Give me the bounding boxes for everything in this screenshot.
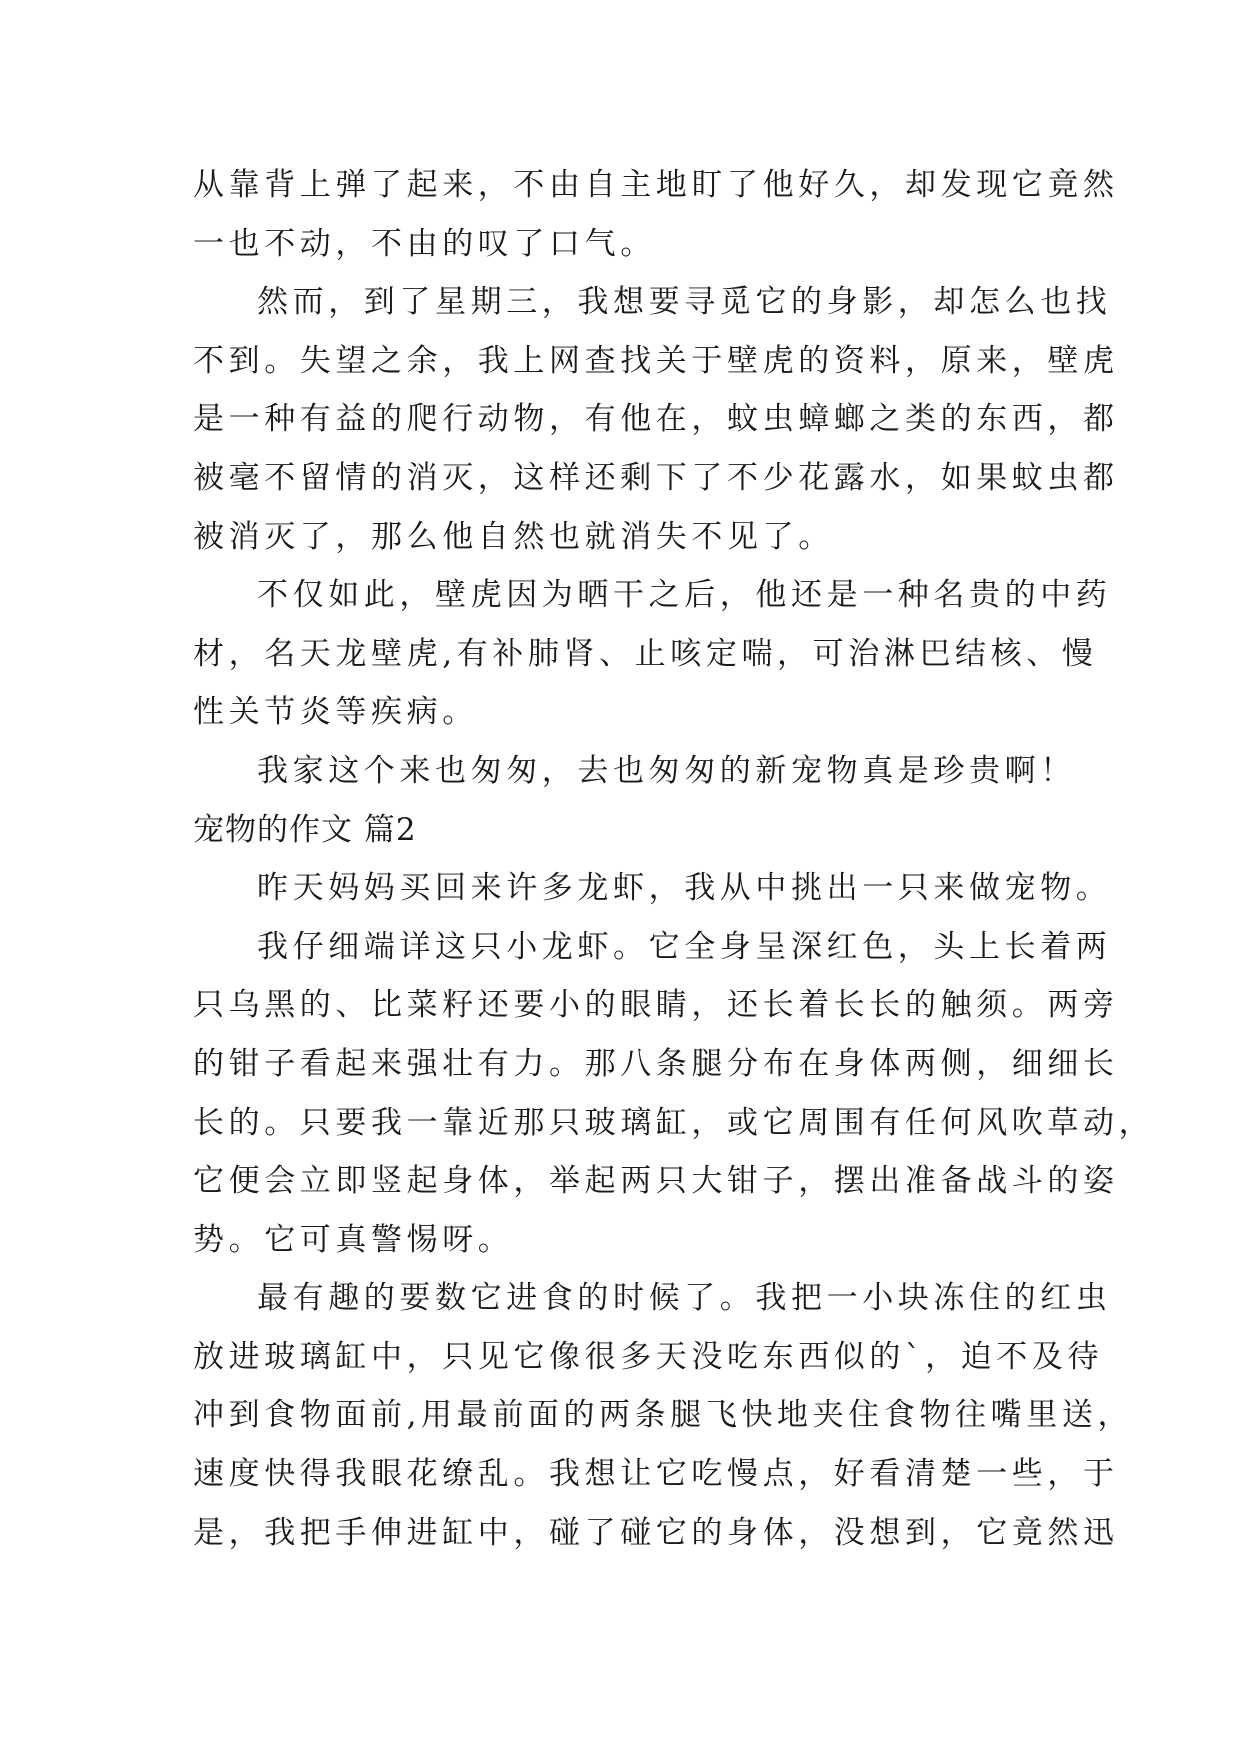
text-line: 的钳子看起来强壮有力。那八条腿分布在身体两侧，细细长 xyxy=(193,1045,1119,1082)
paragraph-start-line: 我仔细端详这只小龙虾。它全身呈深红色，头上长着两 xyxy=(257,928,1112,965)
text-line: 不到。失望之余，我上网查找关于壁虎的资料，原来，壁虎 xyxy=(193,342,1119,379)
paragraph-start-line: 昨天妈妈买回来许多龙虾，我从中挑出一只来做宠物。 xyxy=(257,870,1112,907)
essay-body xyxy=(193,156,1155,1562)
text-line: 性关节炎等疾病。 xyxy=(193,694,478,731)
text-line: 速度快得我眼花缭乱。我想让它吃慢点，好看清楚一些，于 xyxy=(193,1456,1119,1493)
text-line: 是一种有益的爬行动物，有他在，蚊虫蟑螂之类的东西，都 xyxy=(193,401,1119,438)
paragraph-start-line: 不仅如此，壁虎因为晒干之后，他还是一种名贵的中药 xyxy=(257,577,1112,614)
paragraph-start-line: 然而，到了星期三，我想要寻觅它的身影，却怎么也找 xyxy=(257,284,1112,321)
text-line: 从靠背上弹了起来，不由自主地盯了他好久，却发现它竟然 xyxy=(193,167,1119,203)
text-line: 它便会立即竖起身体，举起两只大钳子，摆出准备战斗的姿 xyxy=(193,1163,1119,1200)
text-line: 只乌黑的、比菜籽还要小的眼睛，还长着长长的触须。两旁 xyxy=(193,987,1119,1024)
text-line: 一也不动，不由的叹了口气。 xyxy=(193,225,656,262)
section-heading: 宠物的作文 篇2 xyxy=(193,811,417,848)
text-line: 被毫不留情的消灭，这样还剩下了不少花露水，如果蚊虫都 xyxy=(193,459,1119,496)
text-line: 被消灭了，那么他自然也就消失不见了。 xyxy=(193,518,834,555)
text-line: 是，我把手伸进缸中，碰了碰它的身体，没想到，它竟然迅 xyxy=(193,1514,1119,1551)
text-line: 长的。只要我一靠近那只玻璃缸，或它周围有任何风吹草动， xyxy=(193,1104,1155,1141)
text-line: 材，名天龙壁虎,有补肺肾、止咳定喘，可治淋巴结核、慢 xyxy=(193,635,1098,672)
paragraph-start-line: 最有趣的要数它进食的时候了。我把一小块冻住的红虫 xyxy=(257,1280,1112,1317)
text-line: 冲到食物面前,用最前面的两条腿飞快地夹住食物往嘴里送， xyxy=(193,1397,1134,1434)
text-line: 势。它可真警惕呀。 xyxy=(193,1221,514,1258)
text-line: 放进玻璃缸中，只见它像很多天没吃东西似的`，迫不及待 xyxy=(193,1338,1104,1375)
paragraph-start-line: 我家这个来也匆匆，去也匆匆的新宠物真是珍贵啊！ xyxy=(257,752,1076,789)
